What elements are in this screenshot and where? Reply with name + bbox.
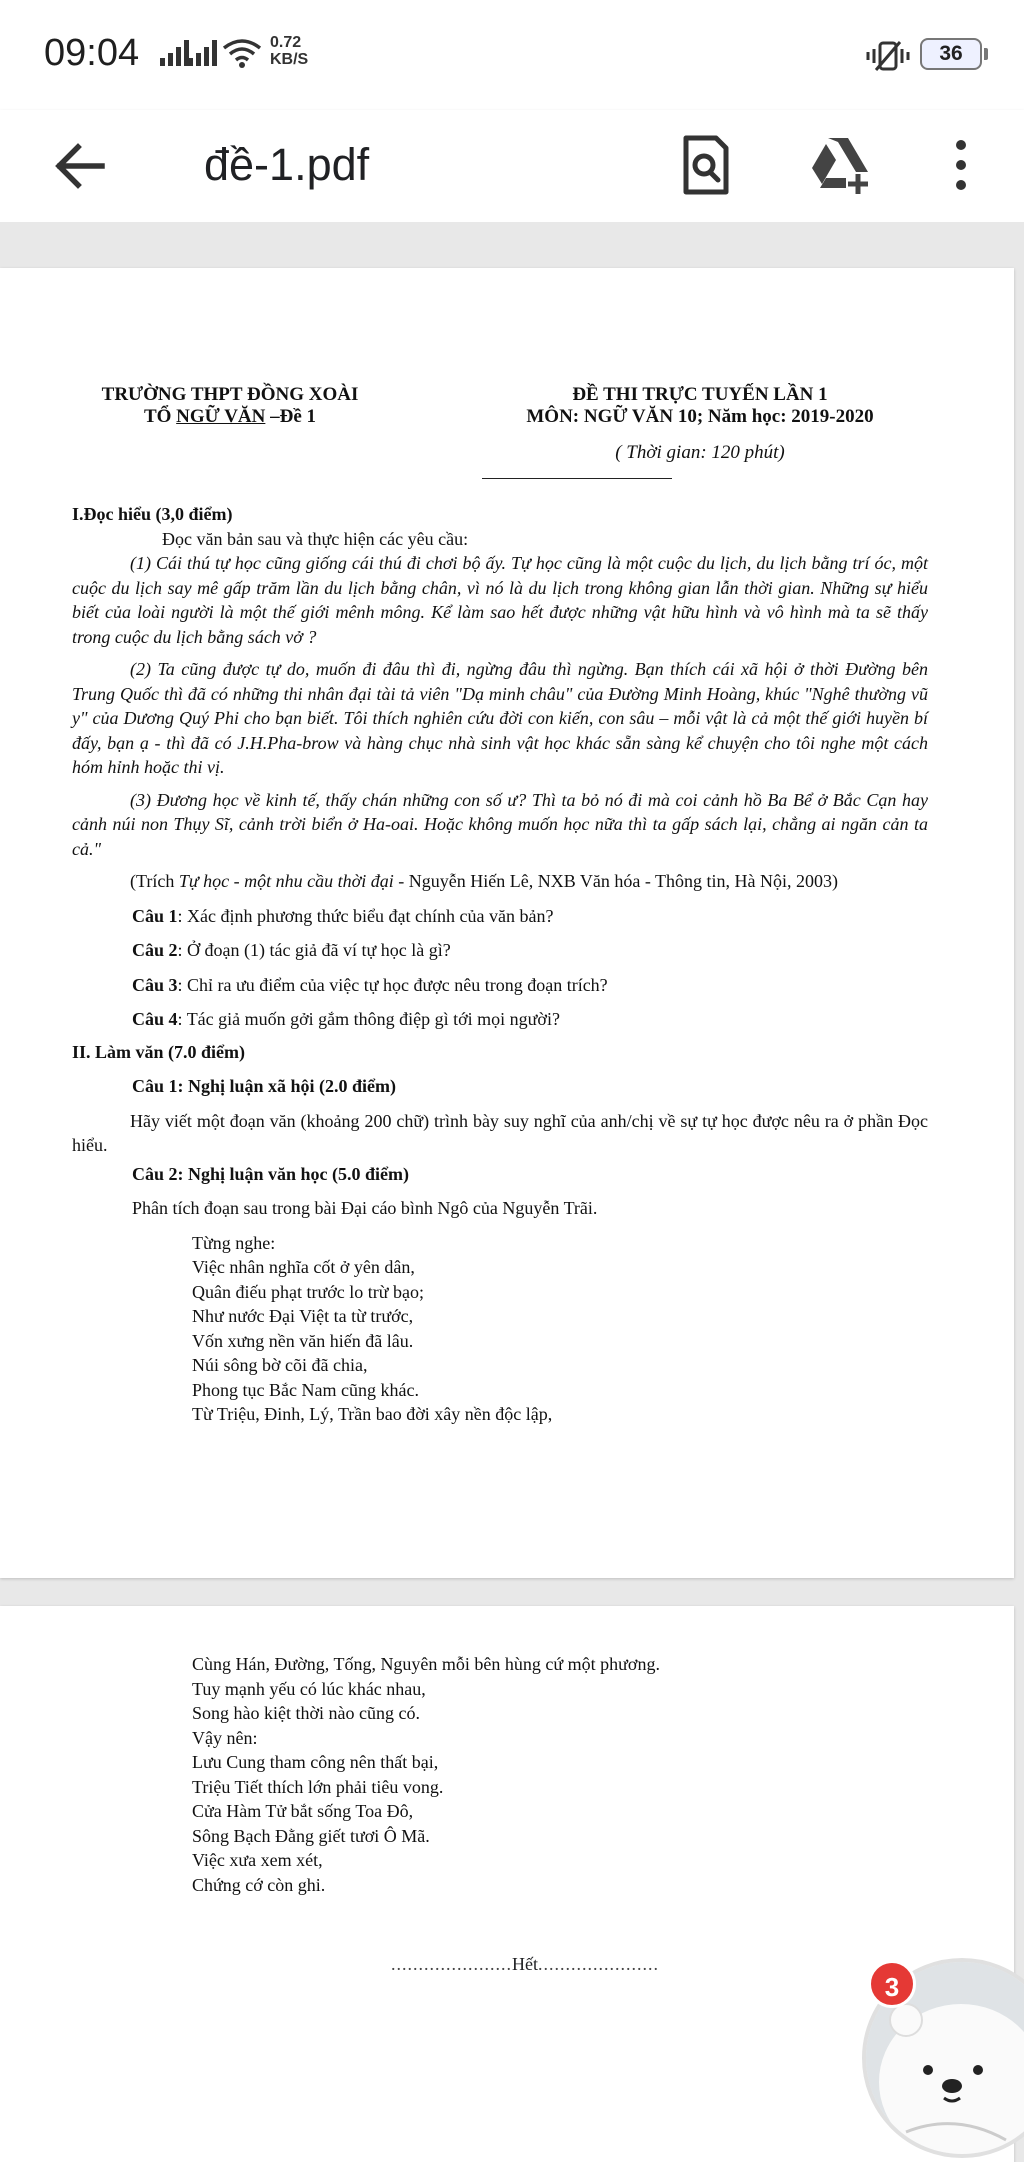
signal-icon: [160, 40, 189, 66]
question-1: [72, 904, 928, 929]
question-3: [72, 973, 928, 998]
poem-line: Từ Triệu, Đinh, Lý, Trần bao đời xây nền độc lập,: [192, 1404, 553, 1424]
poem-line: Phong tục Bắc Nam cũng khác.: [192, 1379, 419, 1400]
end-dots-right: ......................: [538, 1954, 659, 1974]
poem-line: Từng nghe:: [192, 1232, 276, 1253]
part1-heading: I.Đọc hiểu (3,0 điểm): [72, 504, 233, 524]
poem-line: Tuy mạnh yếu có lúc khác nhau,: [192, 1678, 426, 1699]
subject-line: MÔN: NGỮ VĂN 10; Năm học: 2019-2020: [526, 406, 874, 427]
pdf-page-1: [0, 268, 1014, 1578]
question-text: : Chỉ ra ưu điểm của việc tự học được nêu trong đoạn trích?: [177, 974, 608, 995]
question-text: : Xác định phương thức biểu đạt chính của văn bản?: [177, 905, 554, 926]
vibrate-icon: [866, 40, 910, 72]
add-to-drive-icon[interactable]: [806, 132, 872, 198]
poem-excerpt-page-1: [72, 1231, 928, 1427]
citation: [72, 869, 928, 894]
citation-open: (Trích: [130, 871, 179, 891]
status-time: 09:04: [44, 32, 140, 74]
notification-count-badge: 3: [868, 1960, 916, 2008]
poem-line: Vốn xưng nền văn hiến đã lâu.: [192, 1330, 414, 1351]
essay2-heading: Câu 2: Nghị luận văn học (5.0 điểm): [132, 1163, 410, 1184]
pdf-viewer[interactable]: [0, 222, 1024, 2162]
question-2: [72, 938, 928, 963]
question-label: Câu 1: [132, 905, 178, 926]
passage-paragraph-2: (2) Ta cũng được tự do, muốn đi đâu thì đi, ngừng đâu thì ngừng. Bạn thích cái xã hội ở thời Đường bên Trung Quốc thì đã có những thi nhân đại tài tả viên "Dạ minh châu" của Đường Minh Hoàng, khúc "Nghê thường vũ y" của Dương Quý Phi cho bạn biết. Tôi thích nghiên cứu đời con kiến, con sâu – mỗi vật là cả một thế giới huyền bí đấy, bạn ạ - thì đã có J.H.Pha-brow và hàng chục nhà sinh vật học khác sẵn sàng kể chuyện cho tôi nghe một cách hóm hỉnh hoặc thi vị.: [72, 659, 928, 777]
question-text: : Tác giả muốn gởi gắm thông điệp gì tới mọi người?: [177, 1009, 560, 1029]
status-bar: [0, 0, 1024, 110]
exam-duration: ( Thời gian: 120 phút): [615, 442, 785, 463]
battery-indicator: 36: [920, 38, 982, 70]
back-arrow-icon[interactable]: [50, 136, 110, 196]
poem-line: Việc nhân nghĩa cốt ở yên dân,: [192, 1257, 415, 1277]
poem-excerpt-page-2: [192, 1652, 892, 1897]
essay2-text: Phân tích đoạn sau trong bài Đại cáo bình Ngô của Nguyễn Trãi.: [132, 1198, 598, 1218]
net-speed-value: 0.72: [270, 34, 302, 51]
app-toolbar: [0, 110, 1024, 222]
question-text: : Ở đoạn (1) tác giả đã ví tự học là gì?: [177, 940, 451, 960]
exam-header: [440, 384, 960, 428]
poem-line: Như nước Đại Việt ta từ trước,: [192, 1306, 414, 1326]
question-label: Câu 4: [132, 1009, 178, 1029]
essay1-text: Hãy viết một đoạn văn (khoảng 200 chữ) trình bày suy nghĩ của anh/chị về sự tự học được nêu ra ở phần Đọc hiểu.: [72, 1110, 928, 1155]
net-speed-unit: KB/S: [270, 51, 309, 68]
citation-title: Tự học - một nhu cầu thời đại: [178, 871, 394, 891]
poem-line: Sông Bạch Đằng giết tươi Ô Mã.: [192, 1825, 430, 1846]
poem-line: Quân điếu phạt trước lo trừ bạo;: [192, 1281, 424, 1302]
poem-line: Triệu Tiết thích lớn phải tiêu vong.: [192, 1776, 444, 1797]
passage-paragraph-1: (1) Cái thú tự học cũng giống cái thú đi chơi bộ ấy. Tự học cũng là một cuộc du lịch, du lịch bằng trí óc, một cuộc du lịch say mê gấp trăm lần du lịch bằng chân, vì nó là du lịch trong không gian lẫn thời gian. Những sự hiểu biết của loài người là một thế giới mênh mông. Kể làm sao hết được những vật hữu hình và vô hình mà ta sẽ thấy trong cuộc du lịch bằng sách vở ?: [72, 553, 928, 647]
department-prefix: TỔ: [143, 406, 177, 427]
school-name: TRƯỜNG THPT ĐỒNG XOÀI: [101, 384, 359, 405]
page-1-body: [72, 502, 928, 1427]
department-name: NGỮ VĂN: [176, 406, 266, 427]
poem-line: Việc xưa xem xét,: [192, 1850, 323, 1870]
pdf-page-2: [0, 1606, 1014, 2162]
poem-line: Lưu Cung tham công nên thất bại,: [192, 1752, 439, 1772]
exam-title: ĐỀ THI TRỰC TUYẾN LẦN 1: [572, 384, 828, 405]
more-vert-icon[interactable]: [928, 132, 994, 198]
department-line: [70, 406, 390, 428]
question-label: Câu 3: [132, 974, 178, 995]
poem-line: Chứng cớ còn ghi.: [192, 1874, 326, 1895]
school-header: [70, 384, 390, 428]
poem-line: Núi sông bờ cõi đã chia,: [192, 1355, 368, 1375]
citation-rest: - Nguyễn Hiến Lê, NXB Văn hóa - Thông tin, Hà Nội, 2003): [393, 871, 839, 891]
network-speed: [270, 34, 308, 68]
battery-tip: [984, 48, 988, 60]
document-title: đề-1.pdf: [204, 139, 370, 190]
poem-line: Cùng Hán, Đường, Tống, Nguyên mỗi bên hùng cứ một phương.: [192, 1654, 660, 1674]
question-4: [72, 1007, 928, 1032]
essay1-heading: Câu 1: Nghị luận xã hội (2.0 điểm): [132, 1076, 397, 1096]
question-label: Câu 2: [132, 940, 178, 960]
header-rule: [482, 478, 672, 479]
poem-line: Vậy nên:: [192, 1727, 258, 1748]
instruction: Đọc văn bản sau và thực hiện các yêu cầu:: [162, 528, 469, 549]
poem-line: Song hào kiệt thời nào cũng có.: [192, 1703, 420, 1723]
signal-icon-2: [188, 40, 217, 66]
end-dots-left: ......................: [391, 1954, 512, 1974]
poem-line: Cửa Hàm Tử bắt sống Toa Đô,: [192, 1801, 414, 1821]
part2-heading: II. Làm văn (7.0 điểm): [72, 1041, 246, 1062]
end-mark: [360, 1954, 690, 1975]
department-suffix: –Đề 1: [265, 406, 317, 427]
end-text: Hết: [512, 1954, 538, 1974]
find-in-page-icon[interactable]: [672, 132, 738, 198]
passage-paragraph-3: (3) Đương học về kinh tế, thấy chán những con số ư? Thì ta bỏ nó đi mà coi cảnh hồ Ba Bể ở Bắc Cạn hay cảnh núi non Thụy Sĩ, cảnh trời biển ở Ha-oai. Hoặc không muốn học nữa thì ta gấp sách lại, chẳng ai ngăn cản ta cả.": [72, 789, 928, 859]
wifi-icon: [222, 36, 262, 70]
